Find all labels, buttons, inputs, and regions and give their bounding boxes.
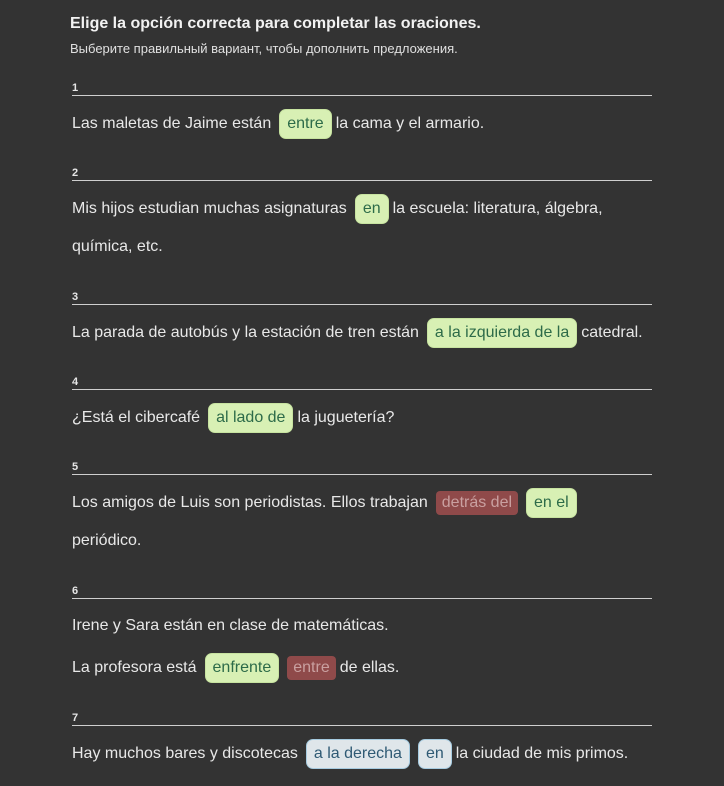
sentence-text: la escuela: literatura, álgebra, bbox=[392, 200, 603, 217]
instruction-title: Elige la opción correcta para completar las oraciones. bbox=[70, 15, 481, 32]
sentence-line bbox=[72, 653, 399, 683]
sentence-text: la cama y el armario. bbox=[335, 115, 485, 132]
sentence-line bbox=[72, 232, 163, 262]
sentence-text: de ellas. bbox=[339, 659, 400, 676]
answer-chip-correct[interactable]: enfrente bbox=[205, 653, 280, 683]
sentence-line bbox=[72, 488, 581, 518]
sentence-text: Las maletas de Jaime están bbox=[72, 115, 272, 132]
question-divider bbox=[72, 95, 652, 96]
sentence-line bbox=[72, 109, 484, 139]
question-number: 1 bbox=[72, 82, 79, 94]
instruction-subtitle: Выберите правильный вариант, чтобы дополнить предложения. bbox=[70, 41, 458, 56]
question-number: 2 bbox=[72, 167, 79, 179]
sentence-line bbox=[72, 611, 389, 641]
answer-chip-correct[interactable]: a la izquierda de la bbox=[427, 318, 577, 348]
answer-chip-correct[interactable]: entre bbox=[279, 109, 331, 139]
sentence-line bbox=[72, 739, 628, 769]
sentence-text: Irene y Sara están en clase de matemáticas. bbox=[72, 617, 389, 634]
sentence-text: química, etc. bbox=[72, 238, 163, 255]
answer-chip-wrong[interactable]: entre bbox=[287, 656, 335, 680]
question-divider bbox=[72, 598, 652, 599]
sentence-line bbox=[72, 403, 394, 433]
sentence-text: Mis hijos estudian muchas asignaturas bbox=[72, 200, 347, 217]
answer-chip-correct[interactable]: en bbox=[355, 194, 389, 224]
sentence-text: Los amigos de Luis son periodistas. Ellos trabajan bbox=[72, 494, 428, 511]
sentence-text: ¿Está el cibercafé bbox=[72, 409, 201, 426]
sentence-line bbox=[72, 194, 603, 224]
sentence-text: la juguetería? bbox=[297, 409, 395, 426]
question-number: 6 bbox=[72, 585, 79, 597]
question-divider bbox=[72, 725, 652, 726]
sentence-line bbox=[72, 526, 141, 556]
question-number: 4 bbox=[72, 376, 79, 388]
answer-chip-neutral[interactable]: en bbox=[418, 739, 452, 769]
sentence-text: la ciudad de mis primos. bbox=[455, 745, 629, 762]
sentence-text: periódico. bbox=[72, 532, 142, 549]
question-divider bbox=[72, 304, 652, 305]
sentence-text: La profesora está bbox=[72, 659, 197, 676]
sentence-text: catedral. bbox=[581, 324, 643, 341]
question-divider bbox=[72, 474, 652, 475]
question-divider bbox=[72, 389, 652, 390]
answer-chip-correct[interactable]: al lado de bbox=[208, 403, 293, 433]
question-number: 5 bbox=[72, 461, 79, 473]
answer-chip-wrong[interactable]: detrás del bbox=[436, 491, 518, 515]
question-number: 7 bbox=[72, 712, 79, 724]
sentence-line bbox=[72, 318, 643, 348]
sentence-text: Hay muchos bares y discotecas bbox=[72, 745, 298, 762]
question-number: 3 bbox=[72, 291, 79, 303]
sentence-text: La parada de autobús y la estación de tren están bbox=[72, 324, 419, 341]
answer-chip-neutral[interactable]: a la derecha bbox=[306, 739, 410, 769]
answer-chip-correct[interactable]: en el bbox=[526, 488, 577, 518]
question-divider bbox=[72, 180, 652, 181]
